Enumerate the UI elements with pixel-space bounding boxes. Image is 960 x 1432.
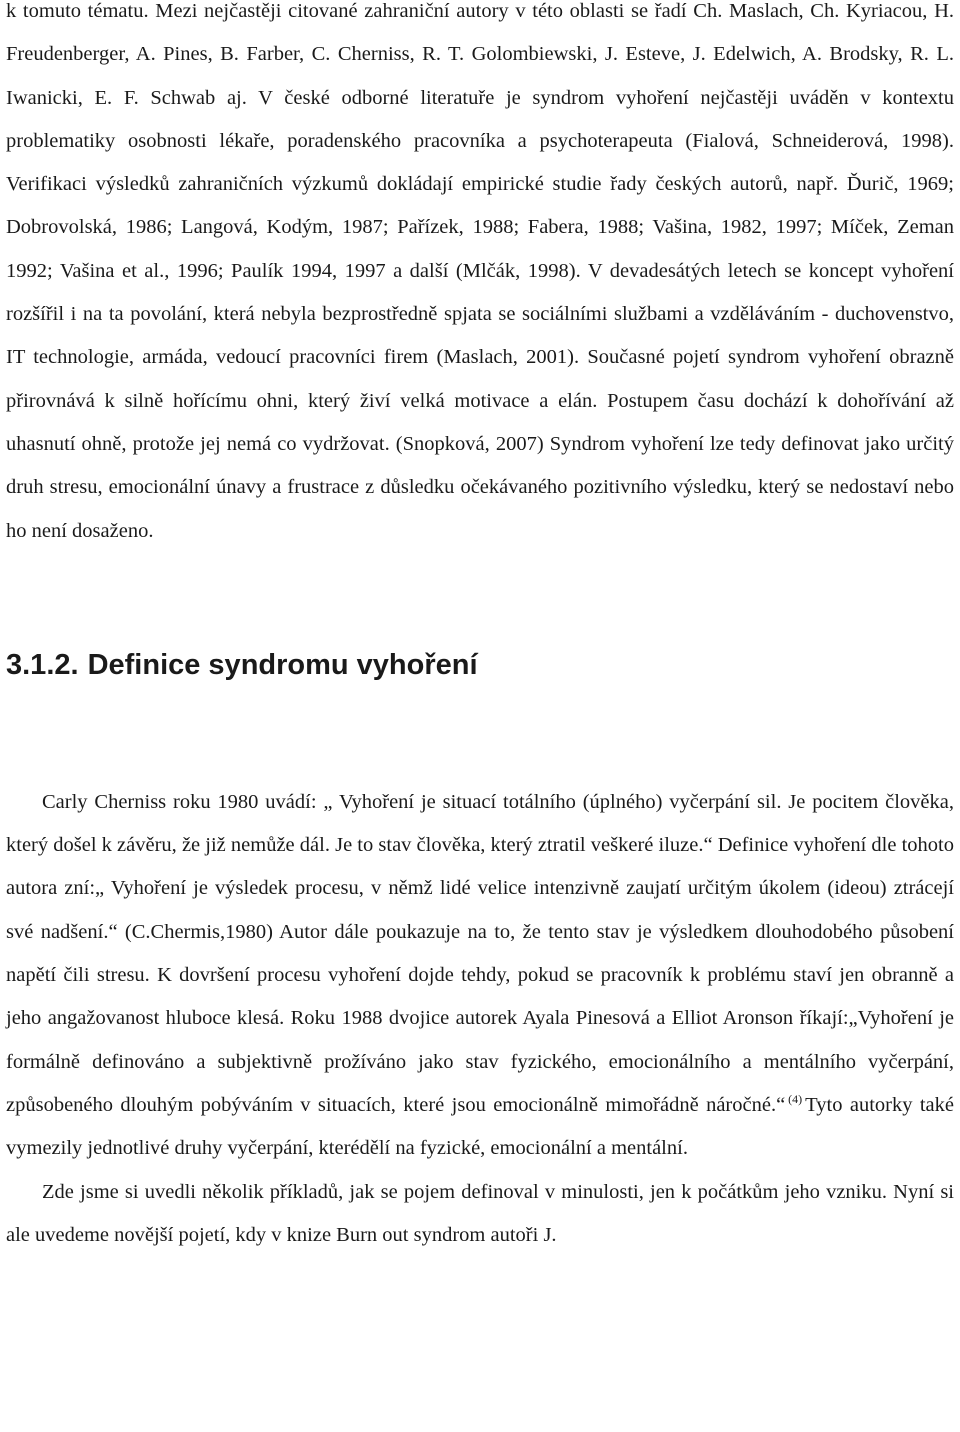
paragraph-newer-concept: Zde jsme si uvedli několik příkladů, jak se pojem definoval v minulosti, jen k počátkům jeho vzniku. Nyní si ale uvedeme novější pojetí, kdy v knize Burn out syndrom autoři J. xyxy=(6,1180,954,1246)
section-heading xyxy=(6,645,954,685)
section-number: 3.1.2. xyxy=(6,648,79,681)
paragraph-text-before-footnote: Carly Cherniss roku 1980 uvádí: „ Vyhoření je situací totálního (úplného) vyčerpání sil. Je pocitem člověka, který došel k závěru, že již nemůže dál. Je to stav člověka, který ztratil veškeré iluze.“ Definice vyhoření dle tohoto autora zní:„ Vyhoření je výsledek procesu, v němž lidé velice intenzivně zaujatí určitým úkolem (ideou) ztrácejí své nadšení.“ (C.Chermis,1980) Autor dále poukazuje na to, že tento stav je výsledkem dlouhodobého působení napětí čili stresu. K dovršení procesu vyhoření dojde tehdy, pokud se pracovník k problému staví jen obranně a jeho angažovanost hluboce klesá. Roku 1988 dvojice autorek Ayala Pinesová a Elliot Aronson říkají:„Vyhoření je formálně definováno a subjektivně prožíváno jako stav fyzického, emocionálního a mentálního vyčerpání, způsobeného dlouhým pobýváním v situacích, které jsou emocionálně mimořádně náročné.“ xyxy=(6,790,954,1116)
section-title: Definice syndromu vyhoření xyxy=(87,648,478,681)
footnote-reference: (4) xyxy=(788,1092,803,1107)
document-page xyxy=(6,0,954,1257)
paragraph-intro-literature: k tomuto tématu. Mezi nejčastěji citované zahraniční autory v této oblasti se řadí Ch. Maslach, Ch. Kyriacou, H. Freudenberger, A. Pines, B. Farber, C. Cherniss, R. T. Golombiewski, J. Esteve, J. Edelwich, A. Brodsky, R. L. Iwanicki, E. F. Schwab aj. V české odborné literatuře je syndrom vyhoření nejčastěji uváděn v kontextu problematiky osobnosti lékaře, poradenského pracovníka a psychoterapeuta (Fialová, Schneiderová, 1998). Verifikaci výsledků zahraničních výzkumů dokládají empirické studie řady českých autorů, např. Ďurič, 1969; Dobrovolská, 1986; Langová, Kodým, 1987; Pařízek, 1988; Fabera, 1988; Vašina, 1982, 1997; Míček, Zeman 1992; Vašina et al., 1996; Paulík 1994, 1997 a další (Mlčák, 1998). V devadesátých letech se koncept vyhoření rozšířil i na ta povolání, která nebyla bezprostředně spjata se sociálními službami a vzděláváním - duchovenstvo, IT technologie, armáda, vedoucí pracovníci firem (Maslach, 2001). Současné pojetí syndrom vyhoření obrazně přirovnává k silně hořícímu ohni, který živí velká motivace a elán. Postupem času dochází k dohořívání až uhasnutí ohně, protože jej nemá co vydržovat. (Snopková, 2007) Syndrom vyhoření lze tedy definovat jako určitý druh stresu, emocionální únavy a frustrace z důsledku očekávaného pozitivního výsledku, který se nedostaví nebo ho není dosaženo. xyxy=(6,0,954,542)
paragraph-cherniss-definition xyxy=(6,781,954,1171)
paragraph-text-after-footnote: Tyto autorky také vymezily jednotlivé druhy vyčerpání, kterédělí na fyzické, emocionální a mentální. xyxy=(6,1093,954,1160)
